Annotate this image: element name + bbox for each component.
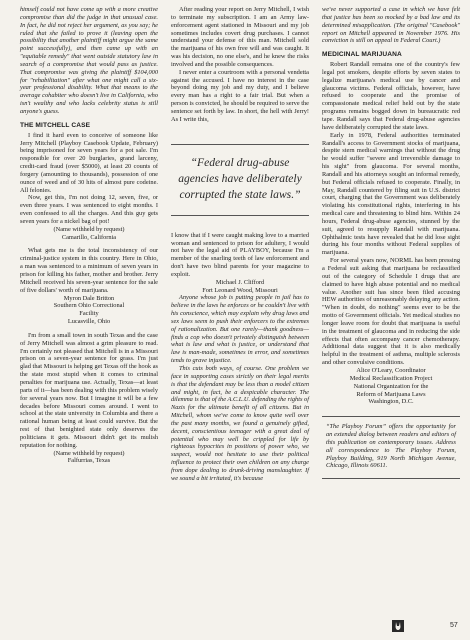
letter-signature: Alice O'Leary, Coordinator Medical Reclassification Project National Organization for the Reform of Marijuana Laws Washington, D.C. — [349, 366, 433, 406]
letter-paragraph: Now, get this, I'm not doing 12, seven, five, or even three years. I was sentenced to eight months. I even confessed to all the charges. And this guy gets seven years for a nickel bag of pot! — [20, 194, 158, 225]
letter-signature: (Name withheld by request) Camarillo, California — [53, 225, 125, 241]
letter-paragraph: For several years now, NORML has been pressing a Federal suit asking that marijuana be reclassified out of the category of Schedule I drugs that are claimed to have high abuse potential and no medical value. Another suit has since been filed accusing HEW authorities of unreasonably delaying any action. "When in doubt, do nothing" seems ever to be the motto of Government officials. Yet medical studies no longer leave room for doubt that marijuana is useful in the treatment of glaucoma and in reducing the side effects that often accompany cancer chemotherapy. Additional data suggest that it is also medically helpful in the treatment of asthma, multiple sclerosis and other convulsive conditions. — [322, 257, 460, 367]
letter-paragraph: What gets me is the total inconsistency of our criminal-justice system in this country. Here in Ohio, a man was sentenced to a minimum of seven years in prison for killing his father, mother and brother. Jerry Mitchell received his seven-year sentence for the sale of five dollars' worth of marijuana. — [20, 247, 158, 294]
editor-reply: Anyone whose job is putting people in jail has to believe in the laws he enforces or he couldn't live with his conscience, which may explain why drug laws and sex laws seem to push their enforcers to the extremes of rationalization. But one rarely—thank goodness—finds a cop who doesn't privately distinguish between what is law and what is justice, or understand that law is man-made, sometimes in error, and sometimes tends to grave injustice. — [171, 294, 309, 365]
column-right — [322, 6, 460, 479]
letter-paragraph: I never enter a courtroom with a personal vendetta against the accused. I have no interest in the case beyond doing my job and my duty, and I believe every man has a right to a fair trial. But when a person is convicted, he should be required to serve the sentence set forth by law. In short, the hell with Jerry! As I write this, — [171, 68, 309, 123]
letter-paragraph: After reading your report on Jerry Mitchell, I wish to terminate my subscription. I am an Army law-enforcement agent stationed in Missouri and my job sometimes includes covert drug purchases. I cannot understand your defense of this man. Mitchell sold the marijuana of his own free will and was caught. It was his decision, no one else's, and he knew the risks involved and the possible consequences. — [171, 6, 309, 68]
forum-address-note: “The Playboy Forum” offers the opportunity for an extended dialog between readers and editors of this publication on contemporary issues. Address all correspondence to The Playboy Forum, Playboy Building, 919 North Michigan Avenue, Chicago, Illinois 60611. — [322, 416, 460, 479]
editor-reply: This cuts both ways, of course. One problem we face in supporting cases strictly on their legal merits is that the defendant may be less than a model citizen and might, in fact, be a despicable character. The dilemma is that of the A.C.L.U. defending the rights of Nazis for the ultimate benefit of all citizens. But in Mitchell, whom we've come to know quite well over the past many months, we found a genuinely gifted, decent, conscientious teenager with a great deal of potential who may well be crippled for life by righteous hypocrites in positions of power who, we suspect, would not hesitate to use their political influence to protect their own children on any charge from dope dealing to drunk-driving manslaughter. If we sound a bit irritated, it's because — [171, 365, 309, 482]
letter-paragraph: I find it hard even to conceive of someone like Jerry Mitchell (Playboy Casebook Update, February) being imprisoned for seven years for a pot sale. I'm responsible for over 20 burglaries, grand larceny, credit-card fraud (over $5000), at least 20 counts of forgery (amounting to thousands), possession of one ounce of weed and of 30 hits of almost pure codeine. All felonies. — [20, 131, 158, 194]
letter-paragraph: Early in 1978, Federal authorities terminated Randall's access to Government stocks of marijuana, despite stern medical warnings that without the drug he would suffer "severe and irreversible damage to his sight" from glaucoma. For several months, Randall and his attorneys sought an informal remedy, but Federal officials refused to cooperate. Finally, in May, Randall countered by filing suit in U.S. district court, charging that the Government was deliberately violating his constitutional rights, interfering in his medical care and threatening to blind him. Within 24 hours, Federal drug-abuse agencies, stunned by the suit, agreed to resupply Randall with marijuana. Ophthalmic tests have revealed that he did lose sight during his four months without Federal supplies of marijuana. — [322, 131, 460, 257]
letter-paragraph: I know that if I were caught making love to a married woman and sentenced to prison for adultery, I would not have the legal aid of PLAYBOY, because I'm a member of the snarling teeth of law enforcement and don't have two blind parents for your magazine to exploit. — [171, 231, 309, 278]
column-left — [20, 6, 158, 465]
editor-reply-continued: himself could not have come up with a more creative compromise than did the judge in that unusual case. In fact, he did not reject her argument, as you say; he ruled that she failed to prove it (leaving open the possibility that another plaintiff might argue the same point successfully), and then came up with an "equitable remedy" that went outside statutory law in search of a compromise that would pass as justice. That compromise was giving the plaintiff $104,000 for "rehabilitation" after what one might call a six-year professional disability. What that means to the average cohabiter who doesn't live in California, who isn't wealthy and who lacks celebrity status is still anyone's guess. — [20, 6, 158, 115]
letter-signature: (Name withheld by request) Falfurrias, Texas — [53, 449, 125, 465]
column-middle — [171, 6, 309, 483]
letter-signature: Myron Dale Britton Southern Ohio Correctional Facility Lucasville, Ohio — [53, 294, 125, 326]
section-heading-mitchell-case: THE MITCHELL CASE — [20, 121, 91, 129]
letter-paragraph: Robert Randall remains one of the country's few legal pot smokers, despite efforts by seven states to legalize marijuana's medical use by cancer and glaucoma victims. Federal officials, however, have refused to cooperate and the promise of compassionate medical relief held out by the state programs remains bogged down in bureaucratic red tape. Randall says that Federal drug-abuse agencies have deliberately corrupted the state laws. — [322, 61, 460, 131]
pull-quote: “Federal drug-abuse agencies have deliberately corrupted the state laws.” — [171, 144, 309, 216]
rabbit-head-logo-icon — [392, 620, 404, 632]
letter-paragraph: I'm from a small town in south Texas and the case of Jerry Mitchell was almost a grim pleasure to read. I'm certainly not pleased that Mitchell is in a Missouri prison on a seven-year sentence for grass. I'm just glad that Missouri is helping get Texas off the hook as the state most stupid when it comes to criminal penalties for marijuana use. Actually, Texas—at least parts of it—has been dealing with this problem wisely for several years now. But I imagine it will be a few decades before Missouri comes around. I went to school at the state university in Columbia and there a rational human being at least could survive. But the rest of that benighted state only deserves the politicians it gets. Missouri didn't get its mulish reputation for nothing. — [20, 331, 158, 449]
page-number: 57 — [450, 622, 458, 629]
letter-signature: Michael J. Clifford Fort Leonard Wood, Missouri — [202, 278, 278, 294]
section-heading-medicinal-marijuana: MEDICINAL MARIJUANA — [322, 51, 402, 59]
editor-reply-continued: we've never supported a case in which we have felt that justice has been so mocked by a bad law and its determined misapplication. (The original "Casebook" report on Mitchell appeared in November 1976. His conviction is still on appeal in Federal Court.) — [322, 6, 460, 45]
